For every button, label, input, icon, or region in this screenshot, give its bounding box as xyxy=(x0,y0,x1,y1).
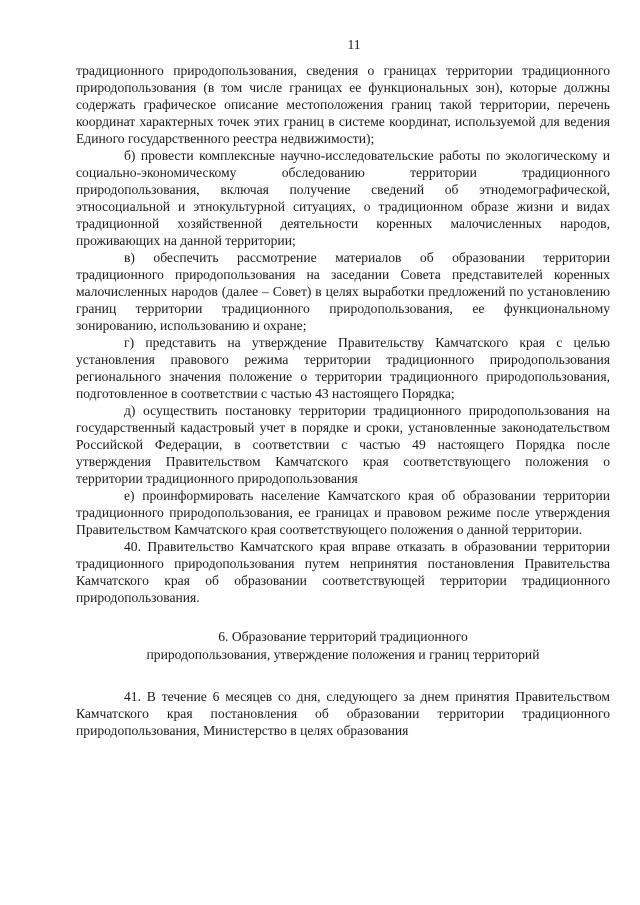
paragraph-item-b: б) провести комплексные научно-исследовательские работы по экологическому и социально-экономическому обследованию территории традиционного природопользования, включая получение сведений об этнодемографической, этносоциальной и этнокультурной ситуациях, о традиционном образе жизни и видах традиционной хозяйственной деятельности коренных малочисленных народов, проживающих на данной территории; xyxy=(76,148,610,248)
body-text-before xyxy=(76,62,610,606)
paragraph-41: 41. В течение 6 месяцев со дня, следующего за днем принятия Правительством Камчатского края постановления об образовании территории традиционного природопользования, Министерство в целях образования xyxy=(76,689,610,738)
section-heading-line-2: природопользования, утверждение положения и границ территорий xyxy=(146,647,540,662)
body-text-after xyxy=(76,688,610,739)
paragraph: традиционного природопользования, сведения о границах территории традиционного природопользования (в том числе границах ее функциональных зон), которые должны содержать графическое описание местоположения границ такой территории, перечень координат характерных точек этих границ в системе координат, используемой для ведения Единого государственного реестра недвижимости); xyxy=(76,63,610,146)
paragraph-40: 40. Правительство Камчатского края вправе отказать в образовании территории традиционного природопользования путем непринятия постановления Правительства Камчатского края об образовании соответствующей территории традиционного природопользования. xyxy=(76,539,610,605)
page-number: 11 xyxy=(347,37,361,52)
paragraph-item-g: г) представить на утверждение Правительству Камчатского края с целью установления правового режима территории традиционного природопользования регионального значения положение о территории традиционного природопользования, подготовленное в соответствии с частью 43 настоящего Порядка; xyxy=(76,335,610,401)
paragraph-item-v: в) обеспечить рассмотрение материалов об образовании территории традиционного природопользования на заседании Совета представителей коренных малочисленных народов (далее – Совет) в целях выработки предложений по установлению границ территории традиционного природопользования, ее функциональному зонированию, использованию и охране; xyxy=(76,250,610,333)
section-heading-line-1: 6. Образование территорий традиционного xyxy=(218,629,468,644)
paragraph-item-e: е) проинформировать население Камчатского края об образовании территории традиционного природопользования, ее границах и правовом режиме после утверждения Правительством Камчатского края соответствующего положения о данной территории. xyxy=(76,488,610,537)
paragraph-item-d: д) осуществить постановку территории традиционного природопользования на государственный кадастровый учет в порядке и сроки, установленные законодательством Российской Федерации, в соответствии с частью 49 настоящего Порядка после утверждения Правительством Камчатского края соответствующего положения о территории традиционного природопользования xyxy=(76,403,610,486)
section-heading xyxy=(76,628,610,664)
